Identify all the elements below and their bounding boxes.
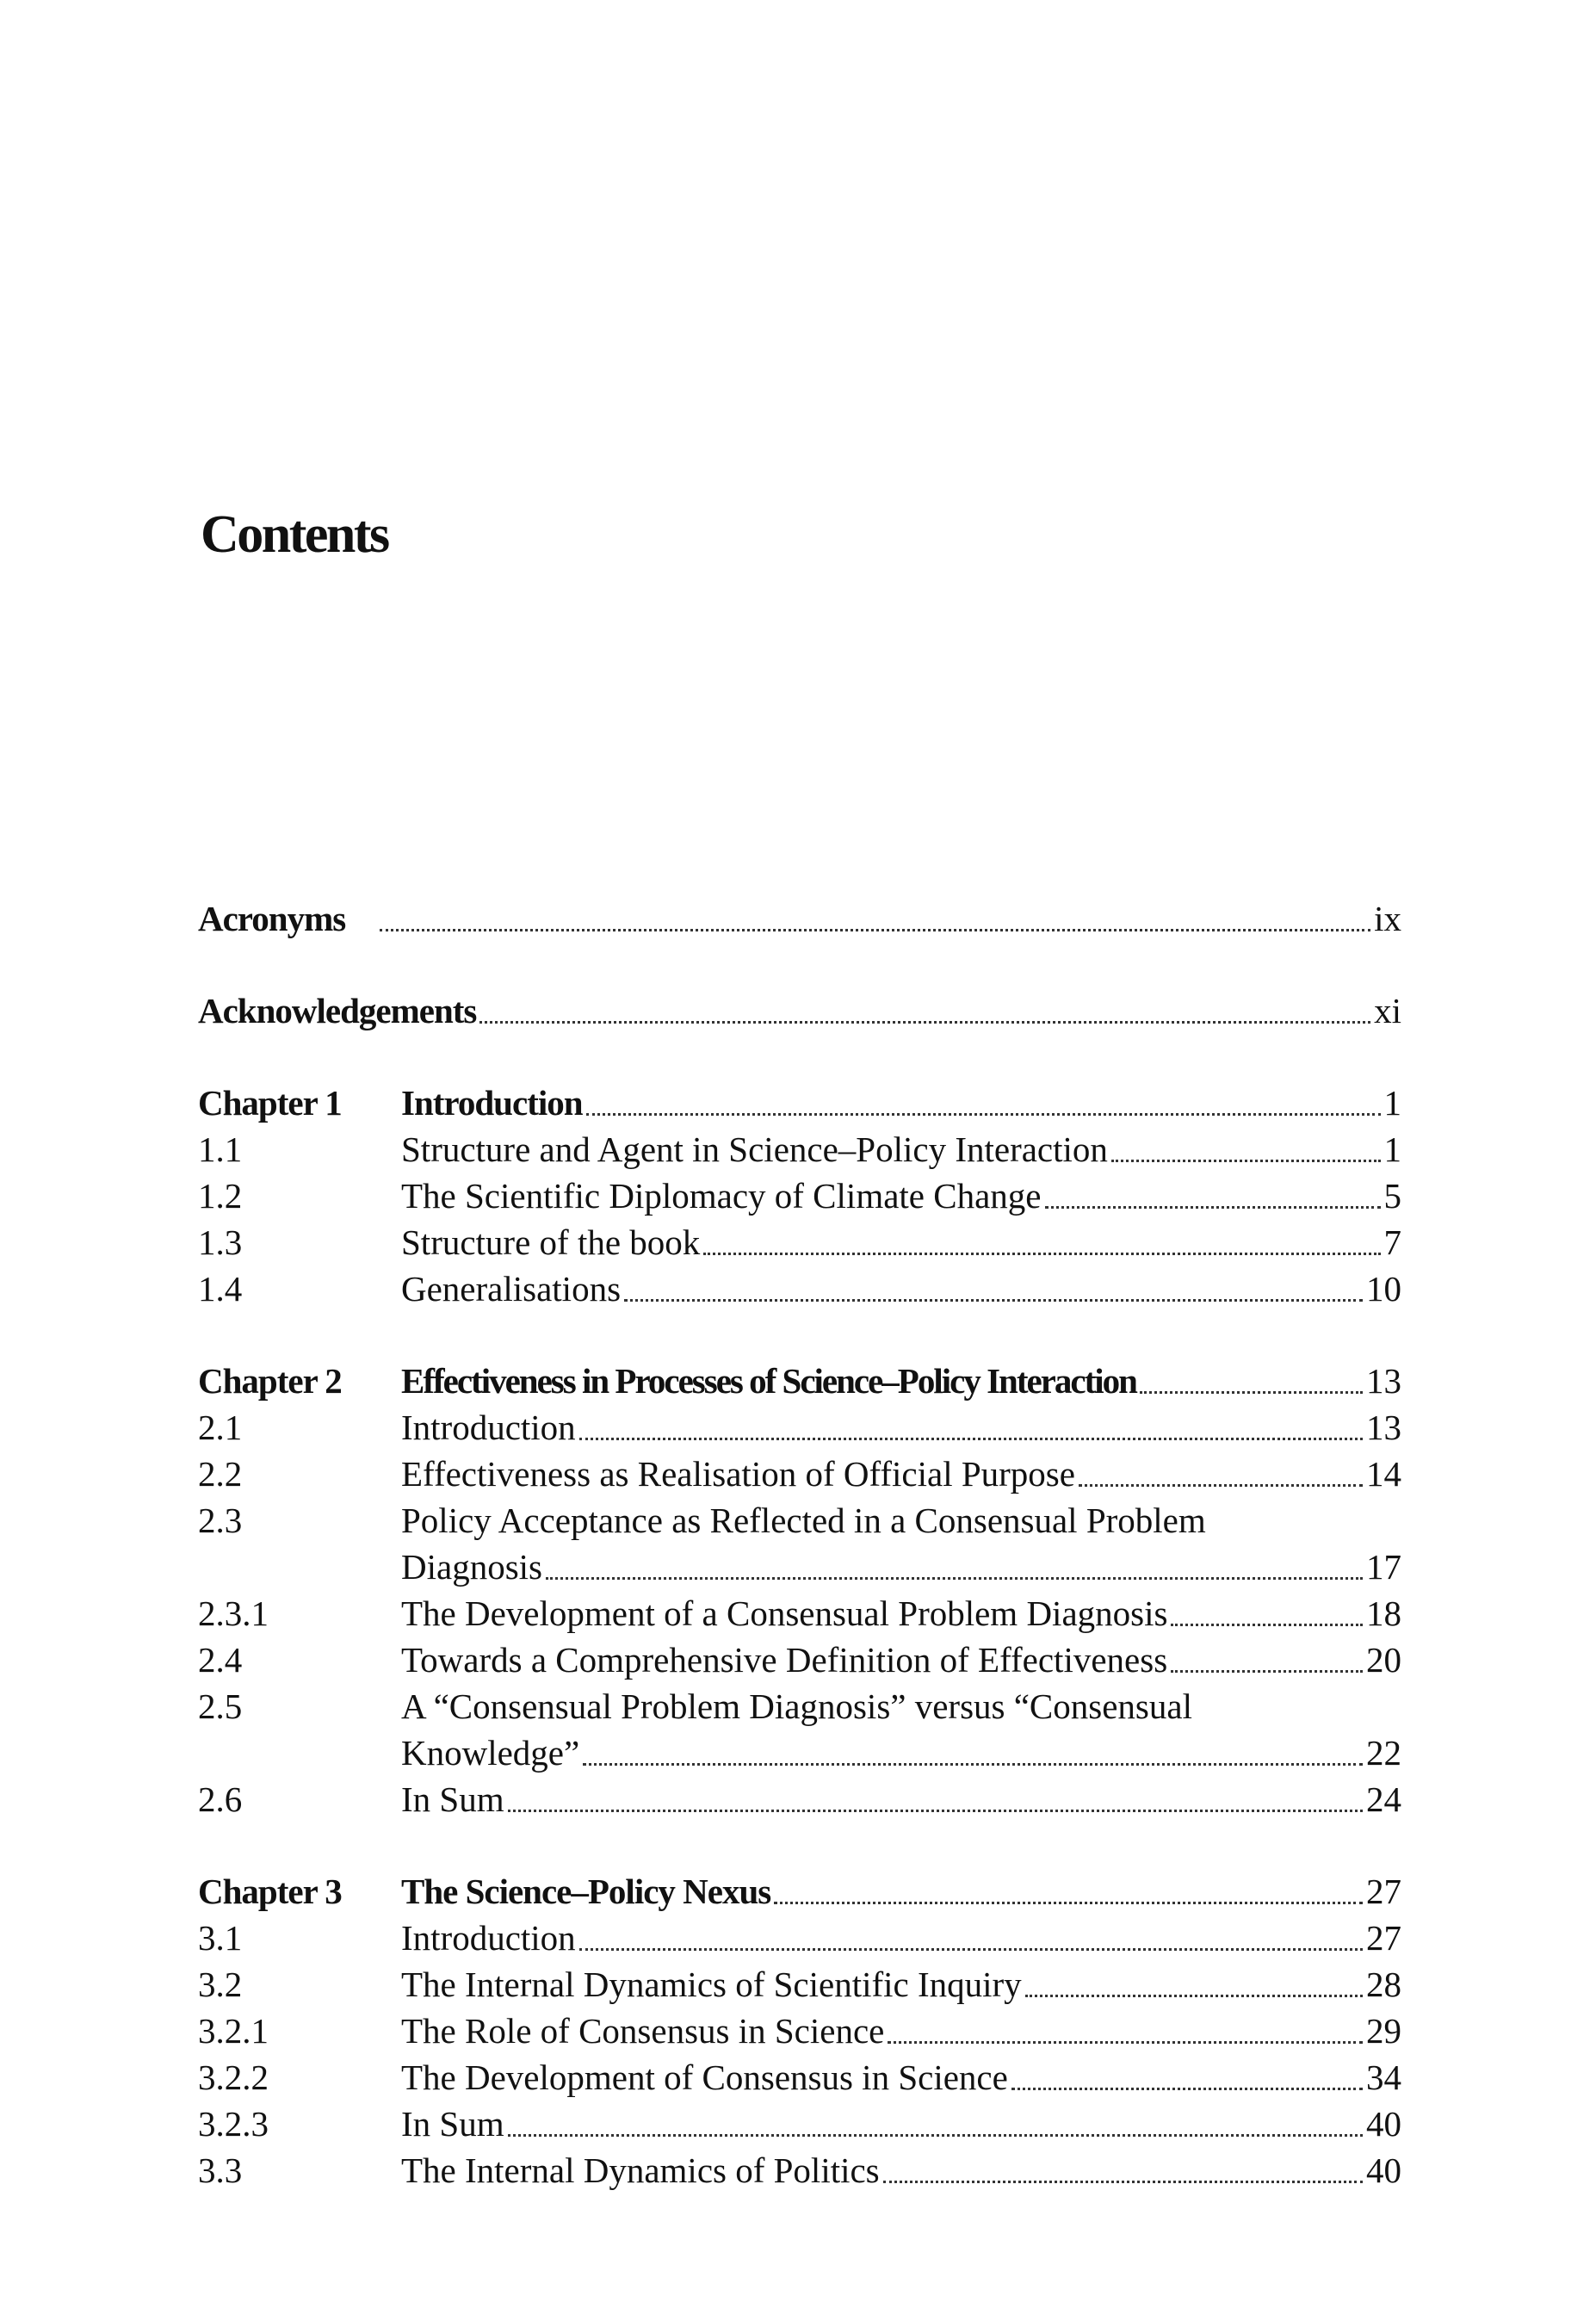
entry-number: 3.2.2 bbox=[198, 2057, 269, 2097]
toc-entry-page: 34 bbox=[1366, 2057, 1401, 2097]
toc-entry-title: The Development of a Consensual Problem Diagnosis bbox=[401, 1593, 1168, 1633]
entry-number: 3.1 bbox=[198, 1918, 243, 1958]
dot-leader bbox=[579, 1948, 1363, 1951]
toc-entry[interactable] bbox=[198, 1173, 1401, 1219]
chapter-title: Effectiveness in Processes of Science–Policy Interaction bbox=[401, 1361, 1136, 1401]
toc-chapter-2 bbox=[198, 1358, 1401, 1822]
toc-entry-page: 24 bbox=[1366, 1779, 1401, 1819]
toc-entry-title-line1: A “Consensual Problem Diagnosis” versus “Consensual bbox=[401, 1686, 1192, 1726]
dot-leader bbox=[1140, 1391, 1363, 1394]
entry-number: 2.5 bbox=[198, 1686, 243, 1726]
toc-entry-title: Towards a Comprehensive Definition of Effectiveness bbox=[401, 1640, 1168, 1680]
chapter-label: Chapter 3 bbox=[198, 1872, 342, 1911]
toc-entry[interactable] bbox=[198, 1961, 1401, 2008]
toc-entry-title: Structure and Agent in Science–Policy Interaction bbox=[401, 1129, 1108, 1169]
toc-entry-title: The Internal Dynamics of Scientific Inquiry bbox=[401, 1965, 1022, 2004]
dot-leader bbox=[774, 1902, 1363, 1904]
toc-entry-page: xi bbox=[1374, 991, 1401, 1030]
toc-entry[interactable] bbox=[198, 1637, 1401, 1683]
toc-entry-title: The Scientific Diplomacy of Climate Change bbox=[401, 1176, 1042, 1216]
toc-entry[interactable] bbox=[198, 2147, 1401, 2194]
dot-leader bbox=[508, 1810, 1363, 1812]
entry-number: 1.2 bbox=[198, 1176, 243, 1216]
toc-entry-title: In Sum bbox=[401, 1779, 504, 1819]
toc-entry-page: 28 bbox=[1366, 1965, 1401, 2004]
toc-entry[interactable] bbox=[198, 1265, 1401, 1312]
entry-number: 2.6 bbox=[198, 1779, 243, 1819]
toc-entry-title: Introduction bbox=[401, 1918, 576, 1958]
toc-entry[interactable] bbox=[198, 2008, 1401, 2054]
table-of-contents bbox=[198, 895, 1401, 2239]
toc-chapter-1 bbox=[198, 1080, 1401, 1312]
toc-entry[interactable] bbox=[198, 1497, 1401, 1590]
toc-entry[interactable] bbox=[198, 1915, 1401, 1961]
toc-entry-page: 5 bbox=[1383, 1176, 1401, 1216]
dot-leader bbox=[624, 1299, 1363, 1302]
dot-leader bbox=[1045, 1206, 1381, 1209]
toc-entry-title-line2: Diagnosis bbox=[401, 1547, 542, 1587]
toc-chapter-heading[interactable] bbox=[198, 1358, 1401, 1404]
dot-leader bbox=[508, 2134, 1363, 2137]
chapter-title: The Science–Policy Nexus bbox=[401, 1872, 771, 1911]
dot-leader bbox=[1025, 1995, 1363, 1997]
entry-number: 3.2.1 bbox=[198, 2011, 269, 2051]
dot-leader bbox=[546, 1577, 1363, 1580]
toc-entry-page: 40 bbox=[1366, 2150, 1401, 2190]
toc-entry-page: 14 bbox=[1366, 1454, 1401, 1494]
toc-entry[interactable] bbox=[198, 2101, 1401, 2147]
toc-section-acknowledgements bbox=[198, 987, 1401, 1034]
dot-leader bbox=[380, 929, 1370, 931]
entry-number: 2.4 bbox=[198, 1640, 243, 1680]
dot-leader bbox=[583, 1763, 1363, 1766]
toc-entry[interactable] bbox=[198, 1683, 1401, 1776]
toc-entry[interactable] bbox=[198, 1451, 1401, 1497]
entry-number: 1.1 bbox=[198, 1129, 243, 1169]
toc-chapter-heading[interactable] bbox=[198, 1868, 1401, 1915]
toc-entry[interactable] bbox=[198, 1219, 1401, 1265]
toc-entry-page: 27 bbox=[1366, 1918, 1401, 1958]
toc-entry-page: 10 bbox=[1366, 1269, 1401, 1309]
entry-number: 2.2 bbox=[198, 1454, 243, 1494]
dot-leader bbox=[883, 2181, 1363, 2183]
dot-leader bbox=[888, 2041, 1363, 2044]
toc-entry-title-line2: Knowledge” bbox=[401, 1733, 580, 1773]
toc-entry-page: 7 bbox=[1383, 1222, 1401, 1262]
toc-entry[interactable] bbox=[198, 987, 1401, 1034]
dot-leader bbox=[703, 1253, 1380, 1255]
entry-number: 2.1 bbox=[198, 1408, 243, 1447]
entry-number: 1.3 bbox=[198, 1222, 243, 1262]
entry-number: 3.2.3 bbox=[198, 2104, 269, 2144]
toc-entry[interactable] bbox=[198, 2054, 1401, 2101]
dot-leader bbox=[579, 1438, 1363, 1440]
toc-entry[interactable] bbox=[198, 1126, 1401, 1173]
toc-entry-title: Generalisations bbox=[401, 1269, 622, 1309]
toc-entry-page: 1 bbox=[1383, 1129, 1401, 1169]
toc-entry[interactable] bbox=[198, 895, 1401, 942]
toc-entry-page: 18 bbox=[1366, 1593, 1401, 1633]
chapter-label: Chapter 1 bbox=[198, 1083, 342, 1123]
toc-entry-title: Acknowledgements bbox=[198, 991, 477, 1030]
toc-entry-title: In Sum bbox=[401, 2104, 504, 2144]
toc-entry-page: 17 bbox=[1366, 1547, 1401, 1587]
entry-number: 1.4 bbox=[198, 1269, 243, 1309]
toc-entry-page: ix bbox=[1374, 899, 1401, 938]
toc-entry[interactable] bbox=[198, 1404, 1401, 1451]
toc-entry-page: 29 bbox=[1366, 2011, 1401, 2051]
toc-entry-title: Introduction bbox=[401, 1408, 576, 1447]
toc-section-acronyms bbox=[198, 895, 1401, 942]
toc-chapter-3 bbox=[198, 1868, 1401, 2194]
toc-chapter-heading[interactable] bbox=[198, 1080, 1401, 1126]
toc-entry-title: Structure of the book bbox=[401, 1222, 701, 1262]
toc-entry-page: 13 bbox=[1366, 1408, 1401, 1447]
toc-entry-title: Acronyms bbox=[198, 899, 346, 938]
chapter-title: Introduction bbox=[401, 1083, 583, 1123]
chapter-page: 27 bbox=[1366, 1872, 1401, 1911]
toc-entry[interactable] bbox=[198, 1776, 1401, 1822]
toc-entry-title-line1: Policy Acceptance as Reflected in a Consensual Problem bbox=[401, 1501, 1206, 1540]
toc-entry-page: 22 bbox=[1366, 1733, 1401, 1773]
dot-leader bbox=[1111, 1160, 1381, 1162]
chapter-label: Chapter 2 bbox=[198, 1361, 342, 1401]
dot-leader bbox=[586, 1113, 1381, 1116]
chapter-page: 1 bbox=[1383, 1083, 1401, 1123]
toc-entry-page: 40 bbox=[1366, 2104, 1401, 2144]
dot-leader bbox=[1011, 2088, 1363, 2090]
entry-number: 2.3 bbox=[198, 1501, 243, 1540]
toc-entry-title: The Role of Consensus in Science bbox=[401, 2011, 885, 2051]
entry-number: 3.2 bbox=[198, 1965, 243, 2004]
dot-leader bbox=[1171, 1670, 1363, 1673]
toc-entry-page: 20 bbox=[1366, 1640, 1401, 1680]
entry-number: 3.3 bbox=[198, 2150, 243, 2190]
toc-entry[interactable] bbox=[198, 1590, 1401, 1637]
dot-leader bbox=[1079, 1484, 1363, 1487]
toc-entry-title: The Development of Consensus in Science bbox=[401, 2057, 1008, 2097]
chapter-page: 13 bbox=[1366, 1361, 1401, 1401]
toc-entry-title: The Internal Dynamics of Politics bbox=[401, 2150, 880, 2190]
page-title: Contents bbox=[201, 505, 388, 564]
entry-number: 2.3.1 bbox=[198, 1593, 269, 1633]
dot-leader bbox=[479, 1021, 1370, 1024]
toc-entry-title: Effectiveness as Realisation of Official Purpose bbox=[401, 1454, 1075, 1494]
dot-leader bbox=[1171, 1624, 1363, 1626]
